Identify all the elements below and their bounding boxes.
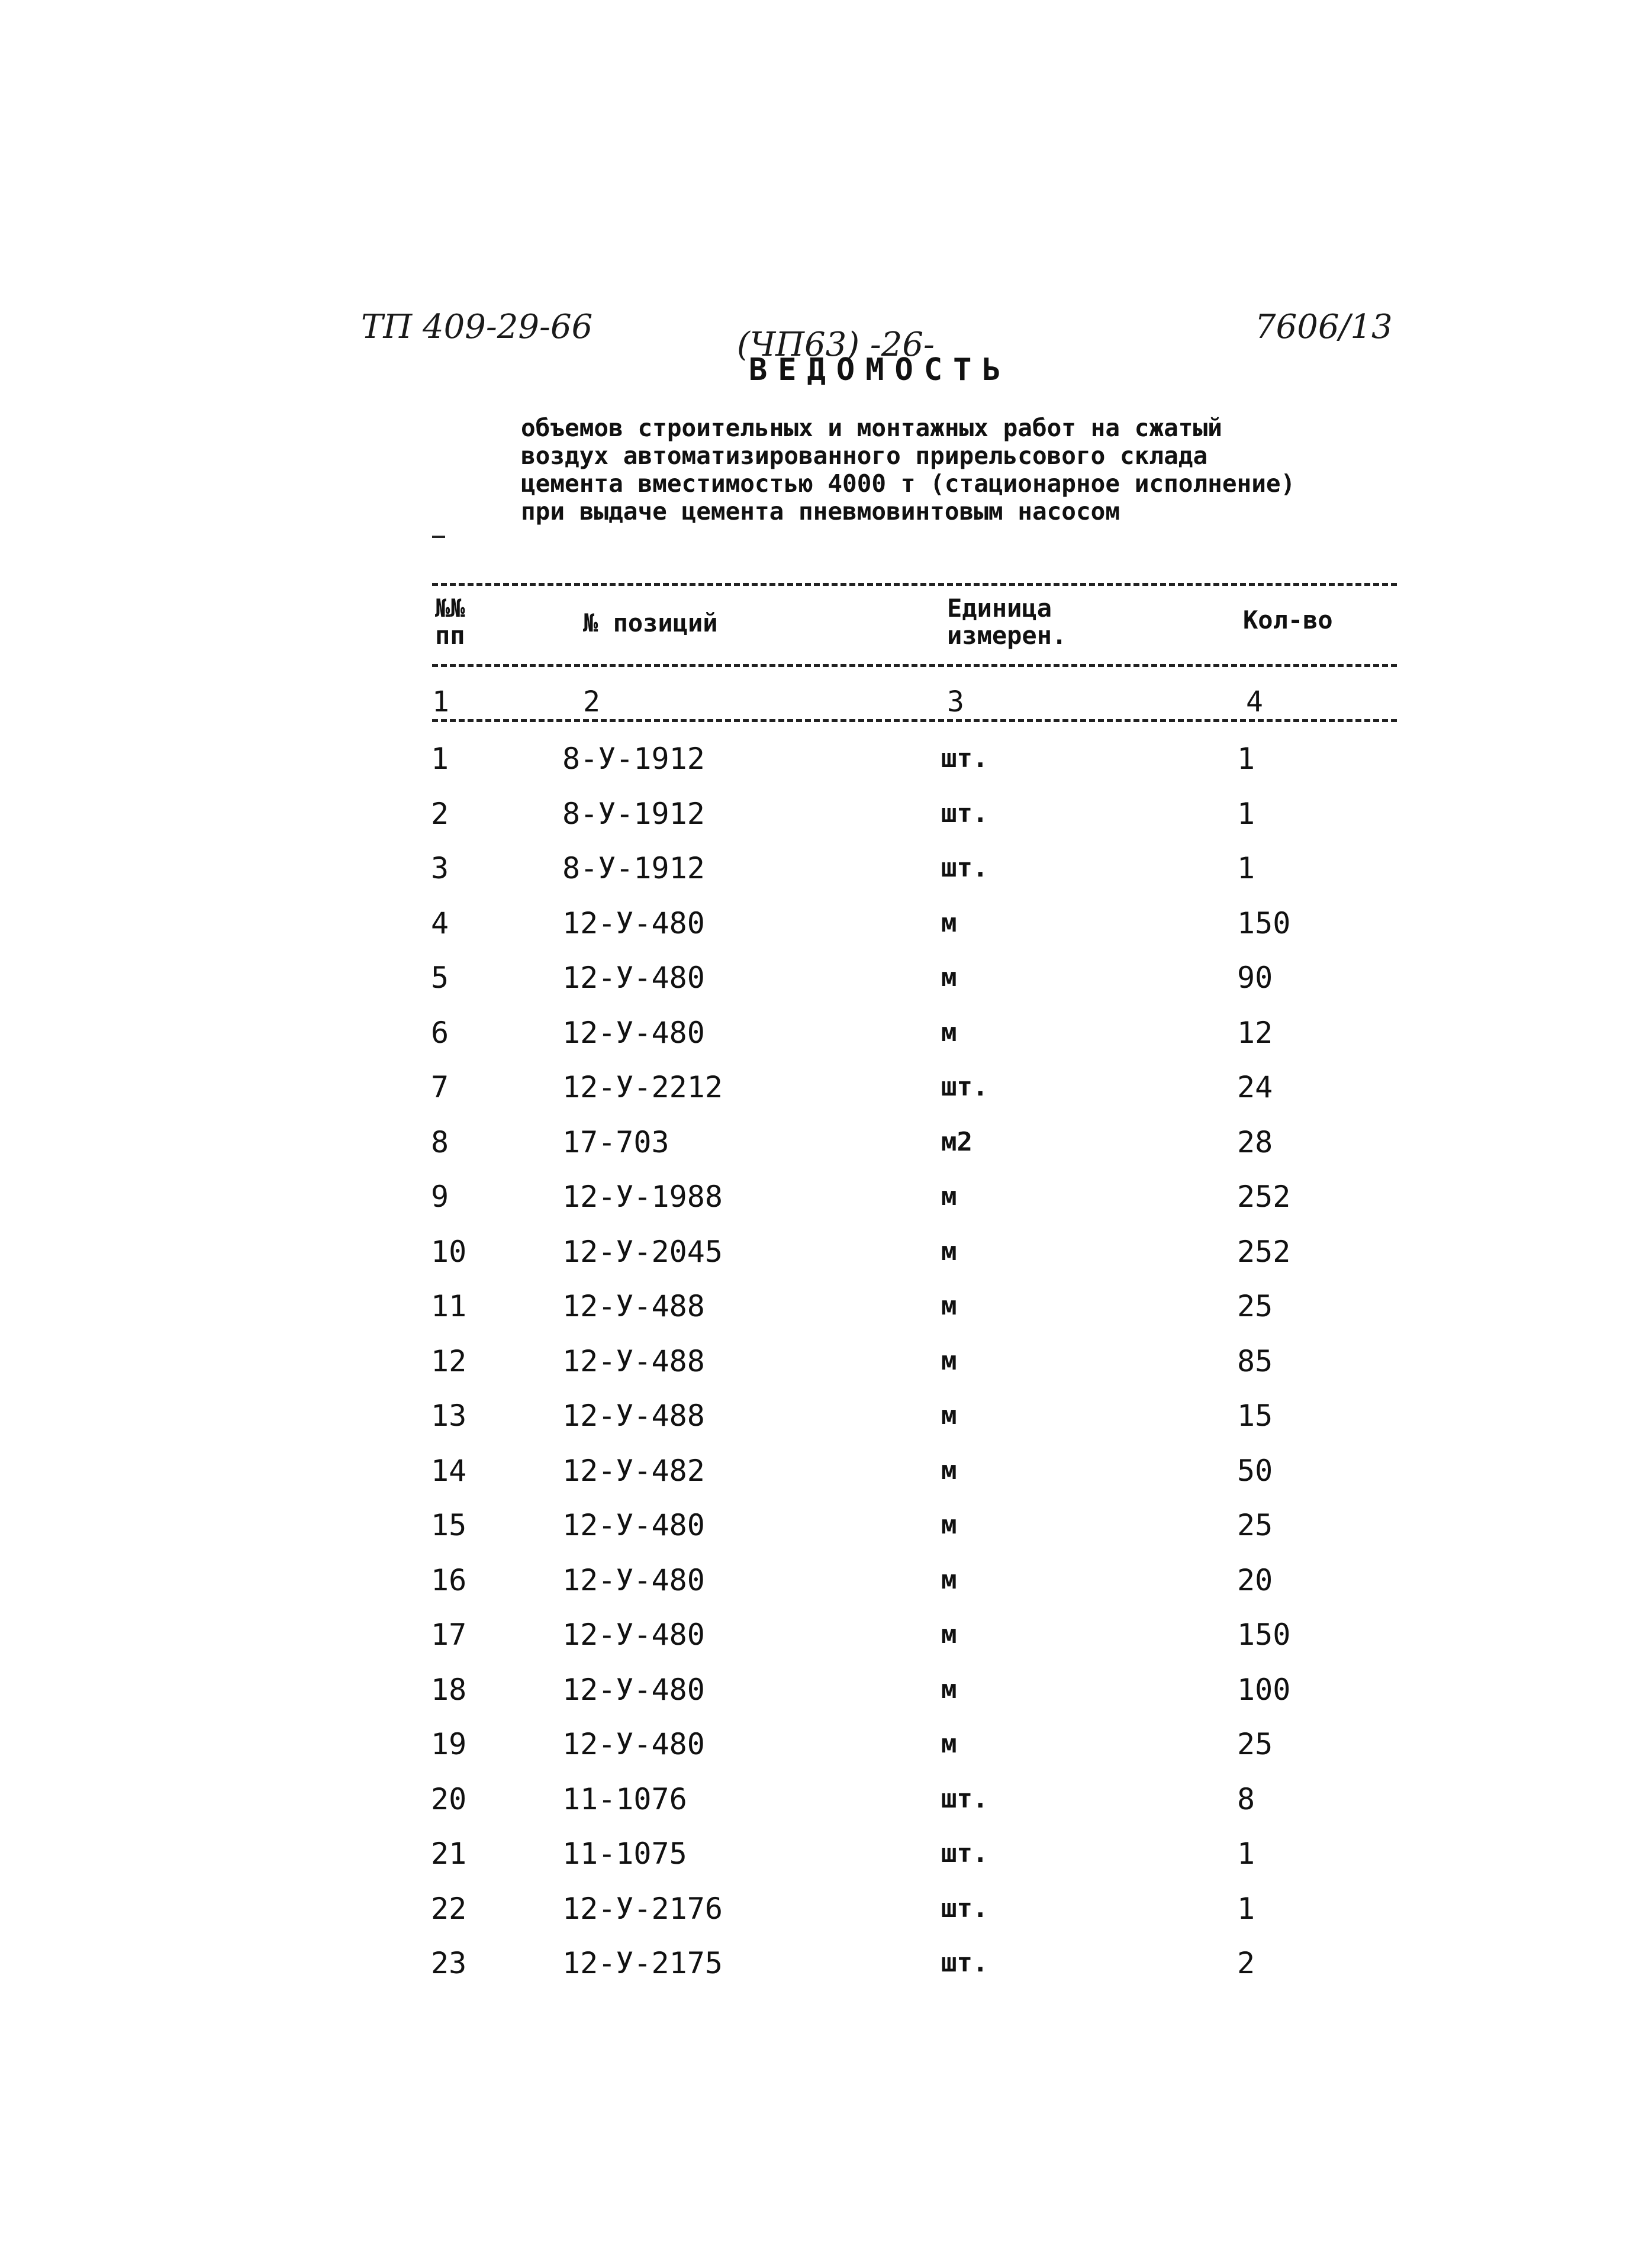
cell-position: 8-У-1912	[562, 851, 705, 885]
column-header-number-line2: пп	[435, 621, 465, 650]
cell-quantity: 150	[1237, 906, 1291, 940]
cell-number: 21	[431, 1837, 467, 1871]
table-row	[0, 1781, 1652, 1837]
cell-number: 12	[431, 1344, 467, 1378]
cell-unit: м	[941, 1345, 957, 1376]
cell-number: 17	[431, 1618, 467, 1652]
cell-quantity: 252	[1237, 1234, 1291, 1269]
cell-number: 14	[431, 1453, 467, 1488]
table-row	[0, 1069, 1652, 1125]
table-row	[0, 1344, 1652, 1399]
cell-unit: шт.	[941, 798, 988, 829]
cell-number: 3	[431, 851, 449, 885]
cell-position: 12-У-480	[562, 1727, 705, 1761]
sheet-mark: (ЧП63) -26-	[737, 326, 935, 364]
table-row	[0, 1015, 1652, 1070]
column-index: 4	[1246, 685, 1263, 719]
column-index: 1	[432, 685, 449, 719]
cell-number: 19	[431, 1727, 467, 1761]
cell-position: 17-703	[562, 1125, 669, 1159]
cell-position: 12-У-2176	[562, 1891, 723, 1926]
cell-quantity: 2	[1237, 1946, 1255, 1980]
table-header-rule	[432, 664, 1397, 667]
cell-unit: шт.	[941, 1783, 988, 1814]
cell-position: 12-У-2045	[562, 1234, 723, 1269]
table-row	[0, 1945, 1652, 2000]
cell-unit: м	[941, 1510, 957, 1540]
cell-unit: шт.	[941, 1838, 988, 1868]
cell-position: 12-У-480	[562, 961, 705, 995]
cell-position: 8-У-1912	[562, 796, 705, 831]
cell-quantity: 28	[1237, 1125, 1273, 1159]
column-header-quantity: Кол-во	[1243, 605, 1333, 634]
table-body	[0, 741, 1652, 2000]
cell-quantity: 1	[1237, 1837, 1255, 1871]
cell-number: 8	[431, 1125, 449, 1159]
cell-position: 12-У-488	[562, 1399, 705, 1433]
cell-unit: м	[941, 1564, 957, 1595]
table-index-rule	[432, 719, 1397, 722]
table-row	[0, 850, 1652, 906]
cell-number: 9	[431, 1180, 449, 1214]
table-row	[0, 1562, 1652, 1618]
cell-number: 2	[431, 796, 449, 831]
cell-number: 16	[431, 1562, 467, 1597]
table-row	[0, 1836, 1652, 1891]
cell-quantity: 25	[1237, 1727, 1273, 1761]
cell-unit: м	[941, 907, 957, 938]
table-row	[0, 1179, 1652, 1234]
cell-quantity: 150	[1237, 1618, 1291, 1652]
cell-quantity: 1	[1237, 1891, 1255, 1926]
cell-unit: м	[941, 1400, 957, 1431]
document-number: 7606/13	[1255, 308, 1393, 346]
margin-dash	[432, 536, 445, 538]
cell-quantity: 85	[1237, 1344, 1273, 1378]
column-header-unit	[947, 595, 1067, 649]
cell-unit: шт.	[941, 1948, 988, 1978]
cell-quantity: 252	[1237, 1180, 1291, 1214]
cell-quantity: 100	[1237, 1672, 1291, 1707]
cell-unit: м	[941, 1291, 957, 1321]
document-subtitle	[521, 414, 1421, 526]
cell-number: 10	[431, 1234, 467, 1269]
cell-position: 12-У-2212	[562, 1070, 723, 1104]
table-row	[0, 1453, 1652, 1508]
cell-position: 12-У-480	[562, 906, 705, 940]
cell-unit: м	[941, 1455, 957, 1486]
cell-quantity: 1	[1237, 742, 1255, 776]
cell-unit: м2	[941, 1126, 972, 1157]
cell-unit: шт.	[941, 1072, 988, 1102]
table-row	[0, 1891, 1652, 1946]
table-row	[0, 1398, 1652, 1453]
cell-quantity: 50	[1237, 1453, 1273, 1488]
cell-number: 18	[431, 1672, 467, 1707]
column-header-unit-line1: Единица	[947, 594, 1052, 623]
cell-quantity: 90	[1237, 961, 1273, 995]
table-row	[0, 741, 1652, 796]
cell-number: 11	[431, 1289, 467, 1323]
cell-unit: шт.	[941, 853, 988, 883]
column-index: 3	[947, 685, 964, 719]
cell-number: 22	[431, 1891, 467, 1926]
table-row	[0, 1726, 1652, 1781]
document-code: ТП 409-29-66	[361, 308, 593, 346]
table-row	[0, 1234, 1652, 1289]
table-row	[0, 906, 1652, 961]
cell-unit: м	[941, 1236, 957, 1267]
cell-position: 11-1076	[562, 1781, 687, 1816]
cell-unit: м	[941, 1017, 957, 1048]
subtitle-line: при выдаче цемента пневмовинтовым насосом	[521, 497, 1120, 526]
cell-position: 12-У-480	[562, 1562, 705, 1597]
cell-position: 12-У-480	[562, 1508, 705, 1542]
table-row	[0, 1288, 1652, 1344]
subtitle-line: цемента вместимостью 4000 т (стационарное исполнение)	[521, 469, 1296, 498]
subtitle-line: объемов строительных и монтажных работ на сжатый	[521, 414, 1222, 442]
cell-quantity: 24	[1237, 1070, 1273, 1104]
cell-unit: м	[941, 962, 957, 993]
cell-number: 1	[431, 742, 449, 776]
cell-number: 4	[431, 906, 449, 940]
cell-position: 12-У-480	[562, 1015, 705, 1050]
cell-quantity: 25	[1237, 1508, 1273, 1542]
cell-quantity: 20	[1237, 1562, 1273, 1597]
table-top-rule	[432, 583, 1397, 586]
cell-position: 12-У-480	[562, 1672, 705, 1707]
column-header-position: № позиций	[583, 608, 718, 637]
cell-position: 12-У-488	[562, 1344, 705, 1378]
cell-position: 11-1075	[562, 1837, 687, 1871]
cell-number: 7	[431, 1070, 449, 1104]
cell-position: 12-У-488	[562, 1289, 705, 1323]
cell-position: 12-У-1988	[562, 1180, 723, 1214]
cell-number: 20	[431, 1781, 467, 1816]
column-header-number	[435, 595, 465, 649]
cell-unit: м	[941, 1729, 957, 1759]
subtitle-line: воздух автоматизированного прирельсового склада	[521, 442, 1208, 470]
table-row	[0, 1672, 1652, 1727]
cell-number: 6	[431, 1015, 449, 1050]
column-header-number-line1: №№	[435, 594, 465, 623]
cell-unit: м	[941, 1674, 957, 1705]
cell-unit: шт.	[941, 743, 988, 774]
cell-quantity: 8	[1237, 1781, 1255, 1816]
cell-unit: м	[941, 1181, 957, 1212]
column-header-unit-line2: измерен.	[947, 621, 1067, 650]
cell-number: 5	[431, 961, 449, 995]
cell-quantity: 1	[1237, 796, 1255, 831]
table-row	[0, 1125, 1652, 1180]
cell-number: 13	[431, 1399, 467, 1433]
table-row	[0, 1507, 1652, 1562]
cell-unit: м	[941, 1619, 957, 1649]
document-title: ВЕДОМОСТЬ	[749, 352, 1012, 388]
cell-position: 12-У-482	[562, 1453, 705, 1488]
cell-position: 12-У-480	[562, 1618, 705, 1652]
cell-number: 15	[431, 1508, 467, 1542]
cell-quantity: 15	[1237, 1399, 1273, 1433]
cell-quantity: 1	[1237, 851, 1255, 885]
cell-quantity: 12	[1237, 1015, 1273, 1050]
cell-position: 12-У-2175	[562, 1946, 723, 1980]
cell-unit: шт.	[941, 1893, 988, 1924]
cell-position: 8-У-1912	[562, 742, 705, 776]
table-row	[0, 1617, 1652, 1672]
column-index: 2	[583, 685, 600, 719]
cell-number: 23	[431, 1946, 467, 1980]
table-row	[0, 796, 1652, 851]
table-row	[0, 960, 1652, 1015]
cell-quantity: 25	[1237, 1289, 1273, 1323]
